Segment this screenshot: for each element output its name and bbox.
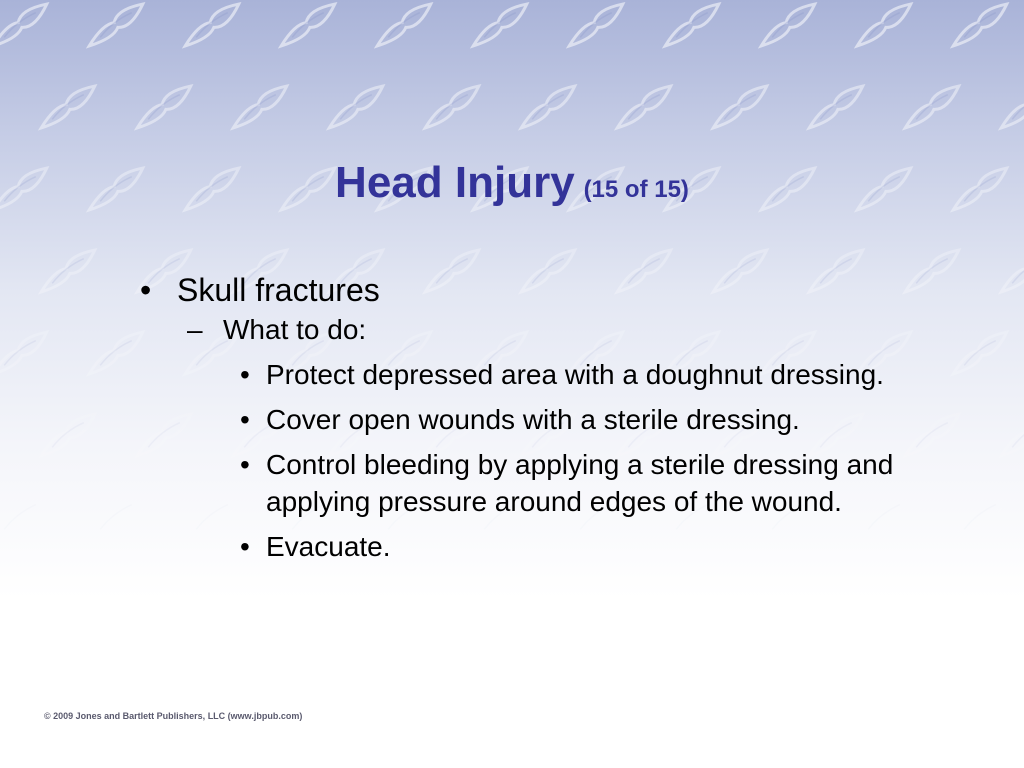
pattern-motif — [85, 491, 147, 544]
pattern-motif — [565, 0, 627, 51]
pattern-motif — [133, 81, 195, 134]
pattern-motif — [229, 81, 291, 134]
pattern-motif — [805, 81, 867, 134]
bullet-level2 — [187, 312, 940, 348]
list-item — [240, 401, 940, 438]
pattern-motif — [997, 245, 1024, 298]
title-text: Head Injury — [335, 158, 575, 207]
title-slide-count: (15 of 15) — [583, 176, 689, 203]
pattern-motif — [901, 81, 963, 134]
list-item-text: Control bleeding by applying a sterile dressing and applying pressure around edges of the wound. — [266, 449, 894, 517]
bullet-text: Skull fractures — [177, 272, 380, 308]
pattern-motif — [709, 81, 771, 134]
pattern-motif — [949, 0, 1011, 51]
list-item — [240, 356, 940, 393]
pattern-motif — [757, 0, 819, 51]
list-item — [240, 446, 940, 520]
pattern-motif — [0, 491, 51, 544]
pattern-motif — [181, 0, 243, 51]
list-item-text: Evacuate. — [266, 531, 391, 562]
pattern-motif — [421, 81, 483, 134]
dash-icon: – — [187, 314, 203, 345]
bullet-dot-icon: • — [240, 449, 250, 480]
pattern-motif — [37, 409, 99, 462]
pattern-motif — [997, 409, 1024, 462]
pattern-motif — [853, 0, 915, 51]
pattern-motif — [85, 327, 147, 380]
pattern-motif — [469, 0, 531, 51]
list-item-text: Cover open wounds with a sterile dressing. — [266, 404, 800, 435]
bullet-level1 — [140, 268, 940, 312]
pattern-motif — [373, 0, 435, 51]
bullet-dot-icon: • — [140, 272, 152, 308]
list-item — [240, 528, 940, 565]
slide-title — [0, 158, 1024, 208]
pattern-motif — [613, 81, 675, 134]
pattern-motif — [37, 245, 99, 298]
pattern-motif — [517, 81, 579, 134]
bullet-dot-icon: • — [240, 404, 250, 435]
pattern-motif — [0, 0, 51, 51]
bullet-dot-icon: • — [240, 359, 250, 390]
pattern-motif — [997, 81, 1024, 134]
pattern-motif — [0, 327, 51, 380]
pattern-motif — [37, 81, 99, 134]
pattern-motif — [325, 81, 387, 134]
list-item-text: Protect depressed area with a doughnut dressing. — [266, 359, 884, 390]
pattern-motif — [661, 0, 723, 51]
sub-bullet-text: What to do: — [223, 314, 367, 345]
bullet-dot-icon: • — [240, 531, 250, 562]
pattern-motif — [85, 0, 147, 51]
pattern-motif — [949, 491, 1011, 544]
copyright-notice: © 2009 Jones and Bartlett Publishers, LLC (www.jbpub.com) — [44, 711, 303, 721]
pattern-motif — [949, 327, 1011, 380]
pattern-motif — [277, 0, 339, 51]
bullet-level3-list — [240, 356, 940, 565]
slide-body — [140, 268, 940, 573]
